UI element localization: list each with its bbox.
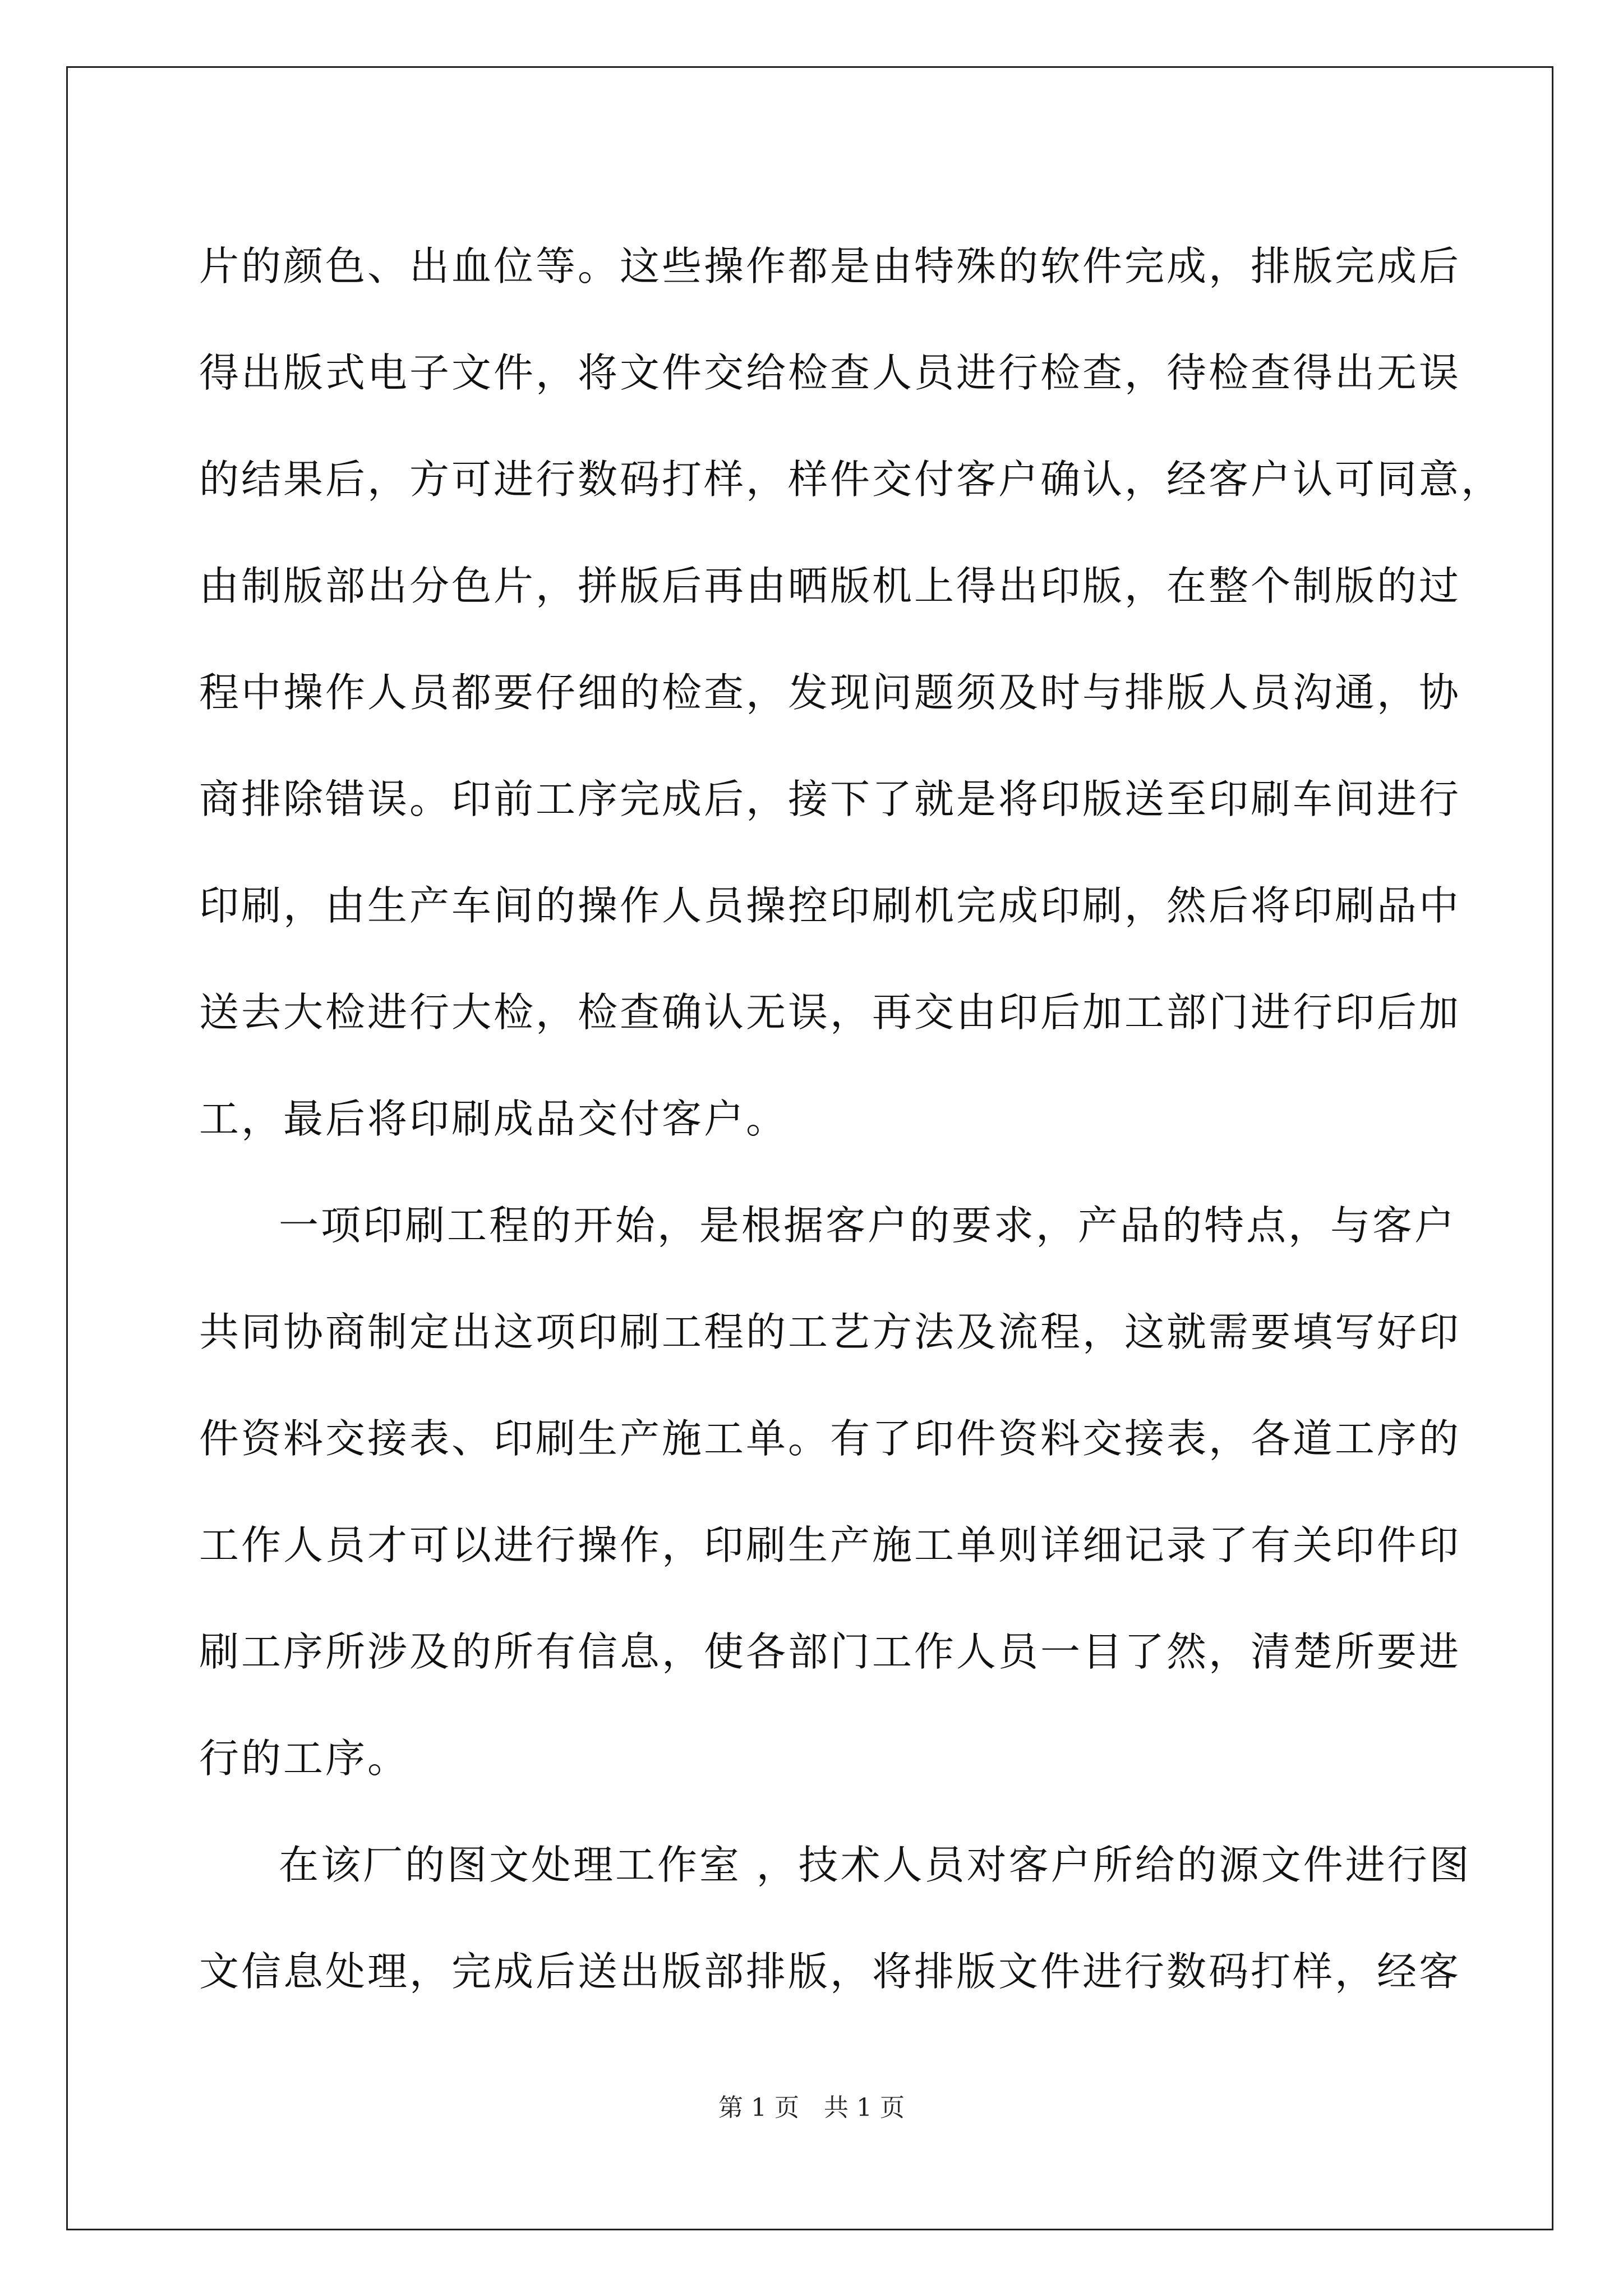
page-number-footer: 第 1 页 共 1 页 [718,2093,905,2122]
text-line: 共同协商制定出这项印刷工程的工艺方法及流程，这就需要填写好印 [199,1309,1461,1355]
text-line: 送去大检进行大检，检查确认无误，再交由印后加工部门进行印后加 [199,989,1461,1036]
text-line: 工，最后将印刷成品交付客户。 [199,1096,789,1142]
text-line: 片的颜色、出血位等。这些操作都是由特殊的软件完成，排版完成后 [199,243,1461,289]
text-line: 文信息处理，完成后送出版部排版，将排版文件进行数码打样，经客 [199,1948,1461,1995]
text-line: 商排除错误。印前工序完成后，接下了就是将印版送至印刷车间进行 [199,776,1461,822]
text-line: 的结果后，方可进行数码打样，样件交付客户确认，经客户认可同意， [199,456,1504,503]
text-line: 得出版式电子文件，将文件交给检查人员进行检查，待检查得出无误 [199,349,1461,396]
text-line: 件资料交接表、印刷生产施工单。有了印件资料交接表，各道工序的 [199,1415,1461,1462]
text-line: 程中操作人员都要仔细的检查，发现问题须及时与排版人员沟通，协 [199,669,1461,716]
paragraph-start-line: 在该厂的图文处理工作室 ，技术人员对客户所给的源文件进行图 [279,1842,1472,1888]
paragraph-start-line: 一项印刷工程的开始，是根据客户的要求，产品的特点，与客户 [279,1202,1457,1249]
text-line: 行的工序。 [199,1735,410,1782]
text-line: 印刷，由生产车间的操作人员操控印刷机完成印刷，然后将印刷品中 [199,882,1461,929]
text-line: 由制版部出分色片，拼版后再由晒版机上得出印版，在整个制版的过 [199,563,1461,609]
document-body [199,213,1504,2025]
text-line: 工作人员才可以进行操作，印刷生产施工单则详细记录了有关印件印 [199,1522,1461,1568]
text-line: 刷工序所涉及的所有信息，使各部门工作人员一目了然，清楚所要进 [199,1628,1461,1675]
